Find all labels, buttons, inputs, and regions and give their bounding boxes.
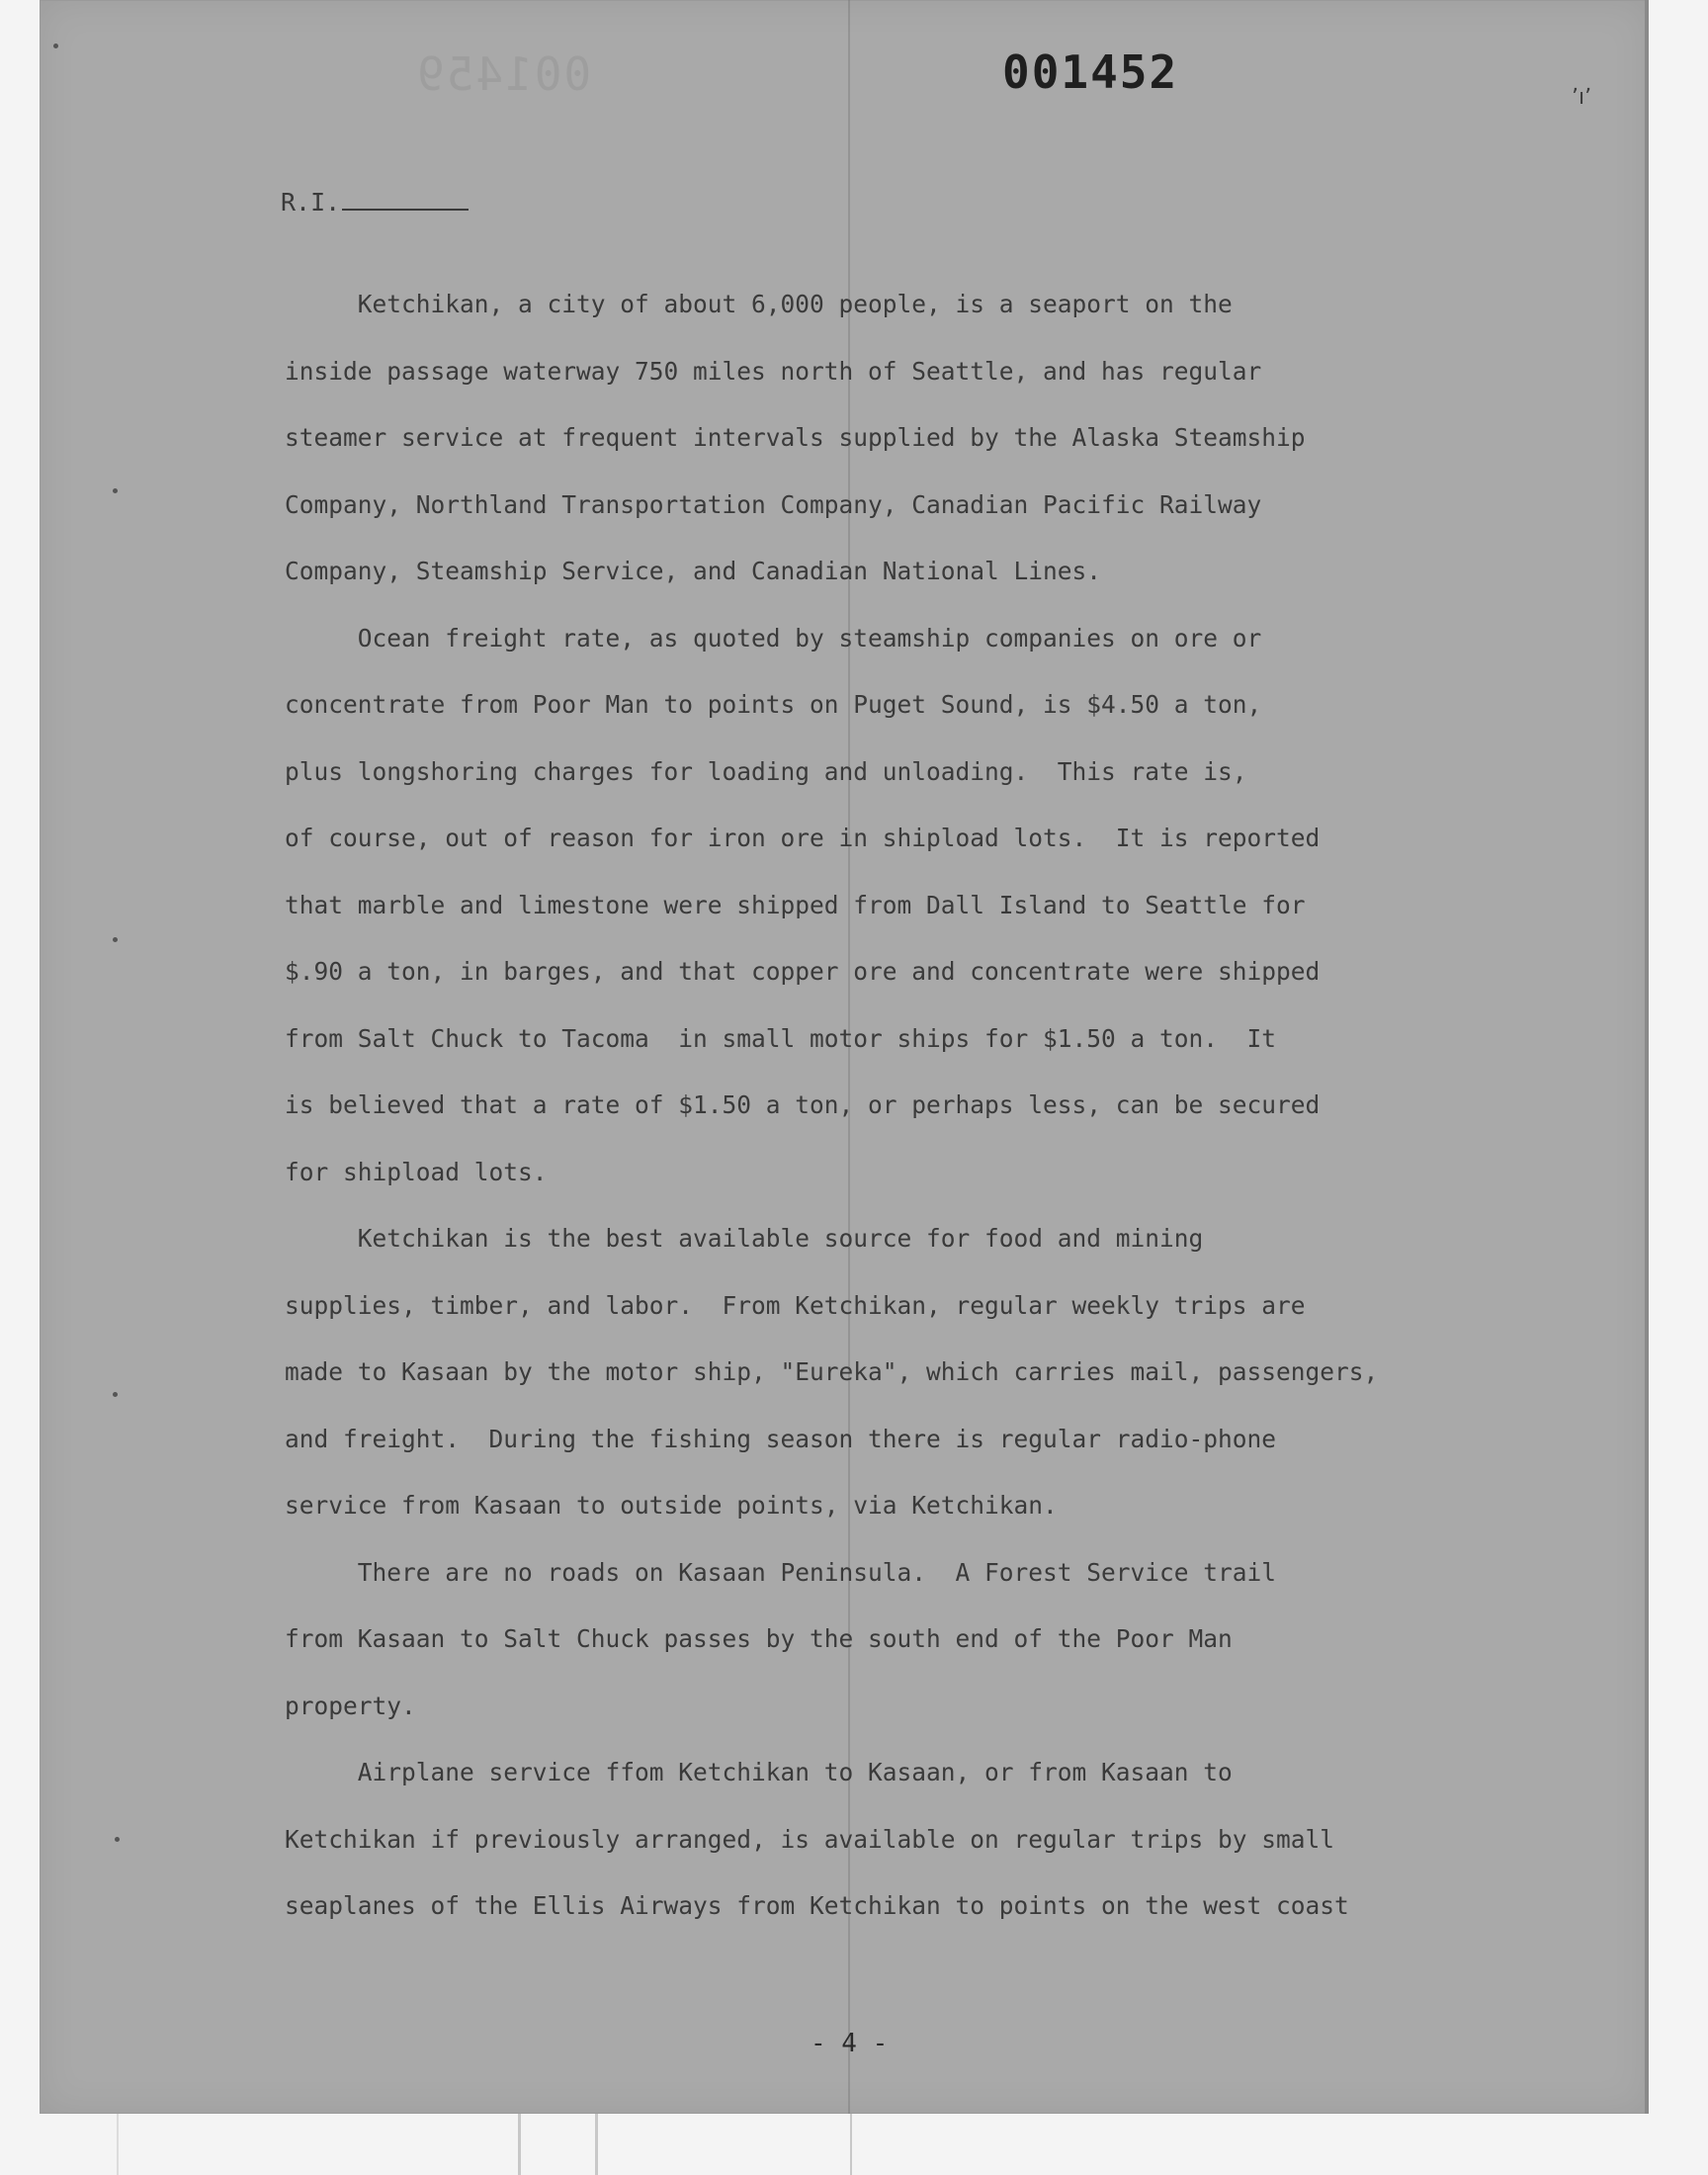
text-line: Ketchikan, a city of about 6,000 people, is a seaport on the xyxy=(285,290,1233,318)
paper-speck xyxy=(113,937,118,942)
reference-field xyxy=(281,188,469,217)
text-line: Ocean freight rate, as quoted by steamship companies on ore or xyxy=(285,623,1262,652)
paper-speck xyxy=(113,488,118,493)
scanner-artifact-line xyxy=(518,2114,521,2175)
text-line: from Kasaan to Salt Chuck passes by the south end of the Poor Man xyxy=(285,1624,1233,1653)
page-number: - 4 - xyxy=(811,2029,889,2058)
typed-body xyxy=(285,271,1550,1940)
reference-label: R.I. xyxy=(281,188,341,217)
text-line: plus longshoring charges for loading and unloading. This rate is, xyxy=(285,756,1247,786)
text-line: concentrate from Poor Man to points on Puget Sound, is $4.50 a ton, xyxy=(285,690,1262,719)
text-line: made to Kasaan by the motor ship, "Eureka", which carries mail, passengers, xyxy=(285,1357,1379,1386)
paper-edge-shadow xyxy=(1645,0,1649,2114)
text-line: Company, Steamship Service, and Canadian National Lines. xyxy=(285,557,1102,585)
text-line: Company, Northland Transportation Company, Canadian Pacific Railway xyxy=(285,489,1262,519)
document-control-number: 001452 xyxy=(1002,45,1179,99)
text-line: Ketchikan is the best available source for food and mining xyxy=(285,1224,1204,1253)
text-line: is believed that a rate of $1.50 a ton, or perhaps less, can be secured xyxy=(285,1090,1321,1119)
scanner-artifact-line xyxy=(850,2114,852,2175)
text-line: and freight. During the fishing season there is regular radio-phone xyxy=(285,1424,1277,1453)
text-line: that marble and limestone were shipped from Dall Island to Seattle for xyxy=(285,890,1306,919)
text-line: property. xyxy=(285,1691,416,1720)
text-line: Ketchikan if previously arranged, is available on regular trips by small xyxy=(285,1824,1335,1854)
text-line: for shipload lots. xyxy=(285,1157,548,1186)
text-line: Airplane service ffom Ketchikan to Kasaan, or from Kasaan to xyxy=(285,1758,1233,1786)
corner-mark: ʼıʼ xyxy=(1572,85,1592,110)
text-line: service from Kasaan to outside points, via Ketchikan. xyxy=(285,1491,1058,1520)
text-line: from Salt Chuck to Tacoma in small motor ships for $1.50 a ton. It xyxy=(285,1023,1277,1053)
reference-blank xyxy=(342,209,469,211)
paper-speck xyxy=(113,1392,118,1397)
bleed-through-stamp: 001459 xyxy=(415,47,592,101)
text-line: supplies, timber, and labor. From Ketchikan, regular weekly trips are xyxy=(285,1290,1306,1320)
text-line: $.90 a ton, in barges, and that copper ore and concentrate were shipped xyxy=(285,957,1321,986)
paper-speck xyxy=(115,1837,120,1842)
text-line: seaplanes of the Ellis Airways from Ketchikan to points on the west coast xyxy=(285,1891,1349,1920)
text-line: steamer service at frequent intervals supplied by the Alaska Steamship xyxy=(285,423,1306,452)
paper-speck xyxy=(53,44,58,48)
scanner-artifact-line xyxy=(595,2114,598,2175)
text-line: of course, out of reason for iron ore in shipload lots. It is reported xyxy=(285,824,1321,852)
text-line: There are no roads on Kasaan Peninsula. A Forest Service trail xyxy=(285,1557,1277,1587)
text-line: inside passage waterway 750 miles north of Seattle, and has regular xyxy=(285,356,1262,386)
